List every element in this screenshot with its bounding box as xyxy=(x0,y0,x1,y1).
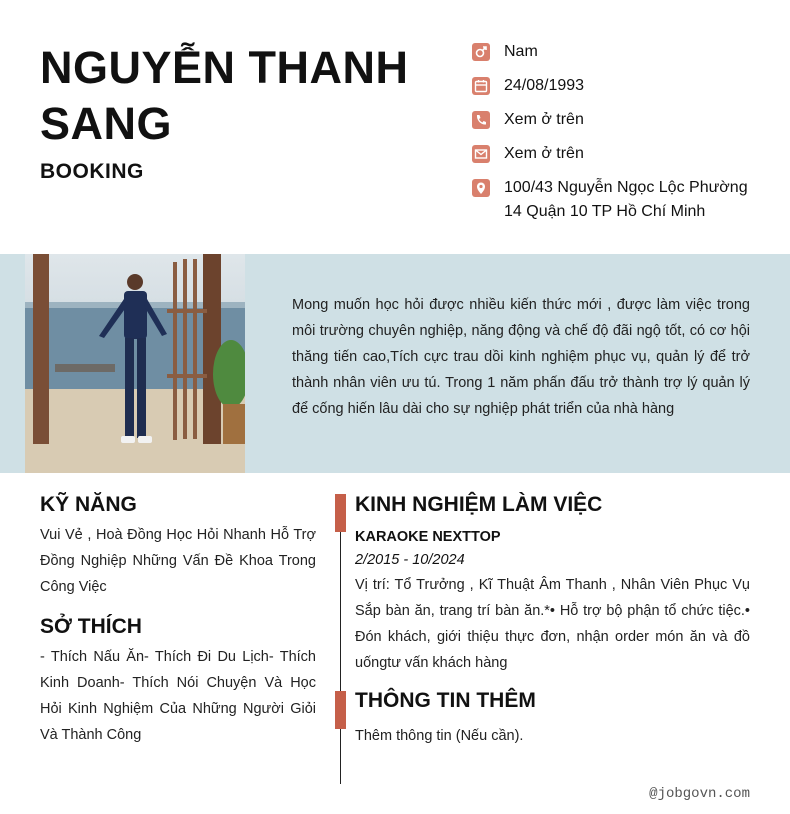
experience-marker xyxy=(335,494,346,532)
extra-title: THÔNG TIN THÊM xyxy=(355,689,536,712)
job-company: KARAOKE NEXTTOP xyxy=(355,529,501,545)
job-period: 2/2015 - 10/2024 xyxy=(355,552,465,568)
experience-title: KINH NGHIỆM LÀM VIỆC xyxy=(355,493,603,516)
hobbies-title: SỞ THÍCH xyxy=(40,615,142,638)
calendar-icon xyxy=(472,77,490,95)
watermark: @jobgovn.com xyxy=(649,786,750,802)
contact-info xyxy=(472,40,762,234)
gender-value: Nam xyxy=(504,43,538,60)
skills-title: KỸ NĂNG xyxy=(40,493,137,516)
contact-birthday xyxy=(472,74,762,98)
contact-address xyxy=(472,176,762,224)
column-divider xyxy=(340,494,341,784)
extra-info-section xyxy=(355,688,750,748)
profile-photo xyxy=(25,254,245,473)
phone-icon xyxy=(472,111,490,129)
gender-icon xyxy=(472,43,490,61)
profile-photo-illustration xyxy=(25,254,245,473)
job-description: Vị trí: Tổ Trưởng , Kĩ Thuật Âm Thanh , Nhân Viên Phục Vụ Sắp bàn ăn, trang trí bàn ăn.*• Hỗ trợ bộ phận tổ chức tiệc.• Đón khách, giới thiệu thực đơn, nhận order món ăn và đồ uốngtư vấn khách hàng xyxy=(355,577,750,671)
left-column xyxy=(40,492,316,748)
mail-icon xyxy=(472,145,490,163)
candidate-name: NGUYỄN THANH SANG xyxy=(40,42,409,149)
skills-text: Vui Vẻ , Hoà Đồng Học Hỏi Nhanh Hỗ Trợ Đồng Nghiệp Những Vấn Đề Khoa Trong Công Việc xyxy=(40,527,316,595)
phone-value: Xem ở trên xyxy=(504,111,584,128)
candidate-role: BOOKING xyxy=(40,160,144,183)
career-objective: Mong muốn học hỏi được nhiều kiến thức mới , được làm việc trong môi trường chuyên nghiệp, năng động và chế độ đãi ngộ tốt, có cơ hội thăng tiến cao,Tích cực trau dồi kinh nghiệm phục vụ, quản lý để trở thành nhân viên ưu tú. Trong 1 năm phấn đấu trở thành trợ lý quản lý để cống hiến lâu dài cho sự nghiệp phát triển của nhà hàng xyxy=(292,297,750,417)
experience-section xyxy=(355,492,750,676)
contact-phone xyxy=(472,108,762,132)
birthday-value: 24/08/1993 xyxy=(504,77,585,94)
extra-marker xyxy=(335,691,346,729)
address-value: 100/43 Nguyễn Ngọc Lộc Phường 14 Quận 10 TP Hồ Chí Minh xyxy=(504,179,748,220)
hobbies-text: - Thích Nấu Ăn- Thích Đi Du Lịch- Thích Kinh Doanh- Thích Nói Chuyện Và Học Hỏi Kinh Nghiệm Của Những Người Giỏi Và Thành Công xyxy=(40,649,316,743)
email-value: Xem ở trên xyxy=(504,145,584,162)
contact-email xyxy=(472,142,762,166)
extra-text: Thêm thông tin (Nếu cần). xyxy=(355,728,524,744)
contact-gender xyxy=(472,40,762,64)
location-pin-icon xyxy=(472,179,490,197)
